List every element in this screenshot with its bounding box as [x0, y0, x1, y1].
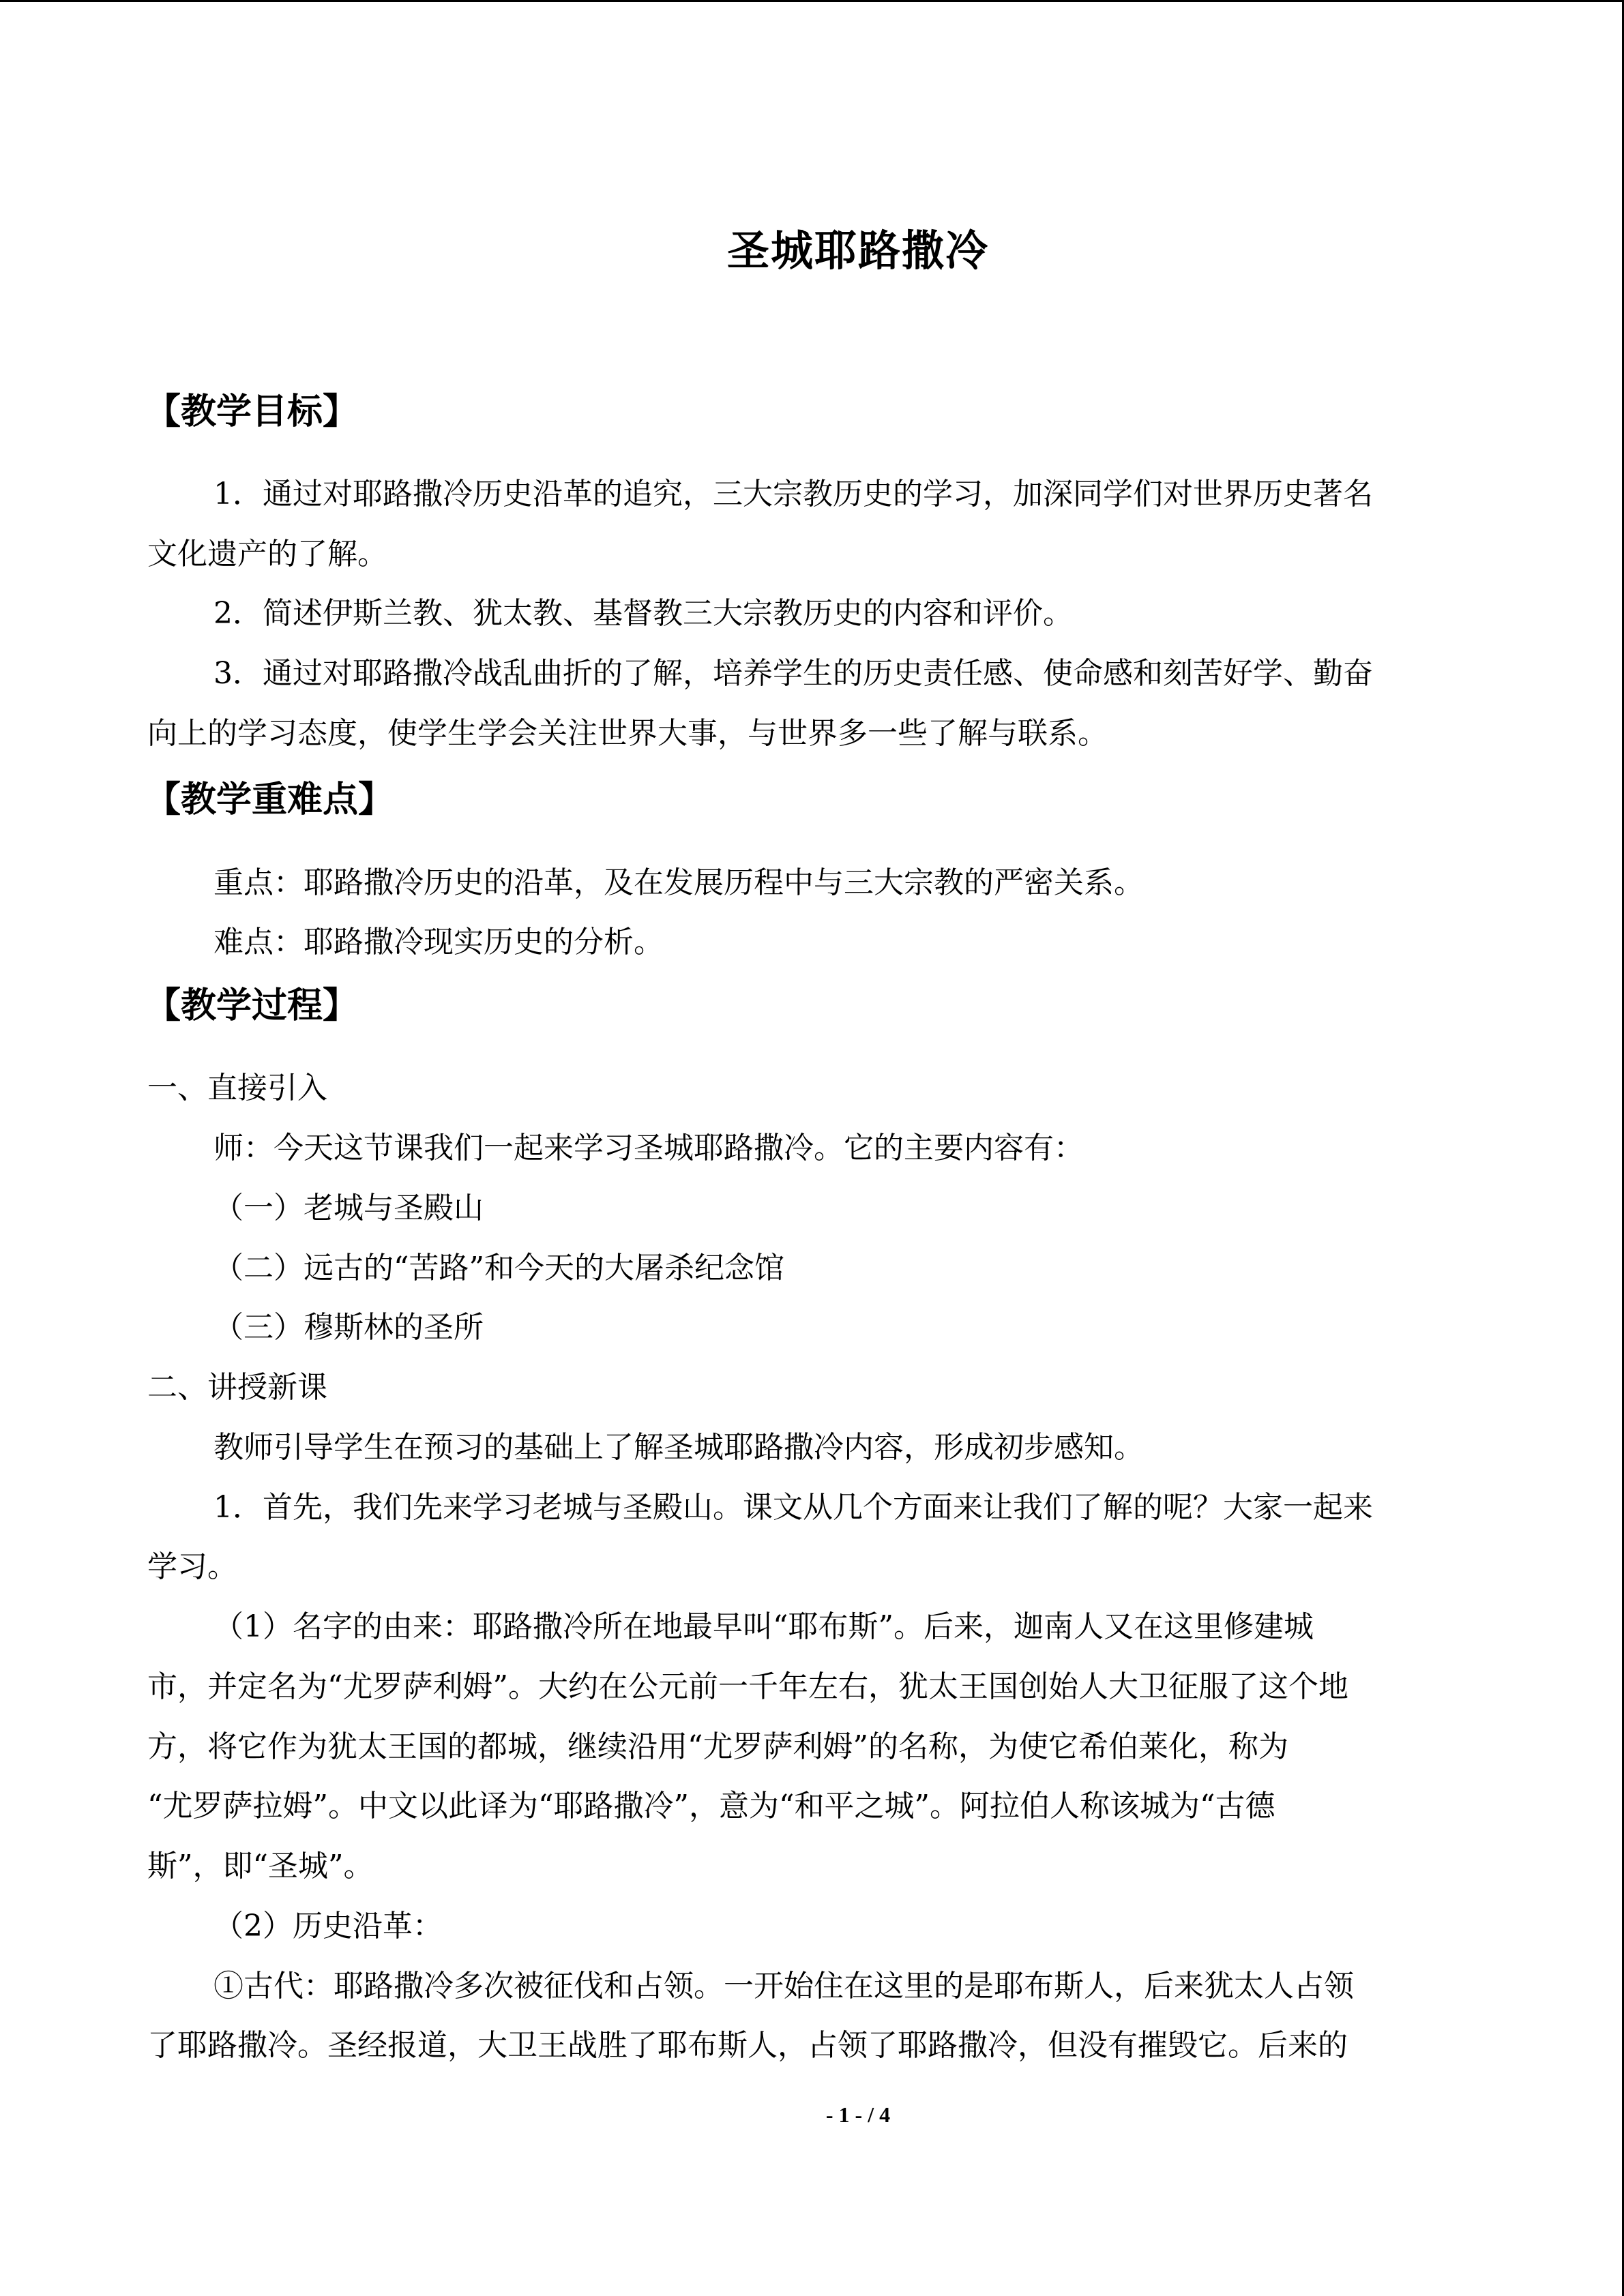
process-line-9: 学习。	[147, 1549, 237, 1584]
process-line-5: （三）穆斯林的圣所	[213, 1310, 484, 1345]
page-number: - 1 - / 4	[825, 2102, 891, 2127]
process-line-3: （一）老城与圣殿山	[213, 1191, 484, 1225]
heading-keypoints: 【教学重难点】	[145, 779, 394, 820]
process-line-14: 斯”，即“圣城”。	[147, 1849, 374, 1883]
process-line-6: 二、讲授新课	[147, 1370, 327, 1405]
objective-line-5: 向上的学习态度，使学生学会关注世界大事，与世界多一些了解与联系。	[147, 716, 1108, 751]
process-line-13: “尤罗萨拉姆”。中文以此译为“耶路撒冷”，意为“和平之城”。阿拉伯人称该城为“古德	[147, 1789, 1275, 1823]
process-line-15: （2）历史沿革：	[213, 1909, 443, 1943]
process-line-2: 师：今天这节课我们一起来学习圣城耶路撒冷。它的主要内容有：	[213, 1131, 1084, 1165]
heading-objectives: 【教学目标】	[145, 391, 359, 432]
process-line-12: 方，将它作为犹太王国的都城，继续沿用“尤罗萨利姆”的名称，为使它希伯莱化，称为	[147, 1729, 1288, 1764]
objective-line-4: 3．通过对耶路撒冷战乱曲折的了解，培养学生的历史责任感、使命感和刻苦好学、勤奋	[213, 656, 1373, 691]
process-line-1: 一、直接引入	[147, 1071, 327, 1105]
process-line-10: （1）名字的由来：耶路撒冷所在地最早叫“耶布斯”。后来，迦南人又在这里修建城	[213, 1609, 1314, 1644]
keypoint-line-1: 重点：耶路撒冷历史的沿革，及在发展历程中与三大宗教的严密关系。	[213, 865, 1144, 900]
process-line-8: 1．首先，我们先来学习老城与圣殿山。课文从几个方面来让我们了解的呢？大家一起来	[213, 1490, 1373, 1525]
process-line-17: 了耶路撒冷。圣经报道，大卫王战胜了耶布斯人，占领了耶路撒冷，但没有摧毁它。后来的	[147, 2028, 1348, 2063]
objective-line-1: 1．通过对耶路撒冷历史沿革的追究，三大宗教历史的学习，加深同学们对世界历史著名	[213, 477, 1373, 511]
objective-line-3: 2．简述伊斯兰教、犹太教、基督教三大宗教历史的内容和评价。	[213, 596, 1073, 631]
process-line-4: （二）远古的“苦路”和今天的大屠杀纪念馆	[213, 1251, 784, 1285]
objective-line-2: 文化遗产的了解。	[147, 537, 387, 571]
document-title: 圣城耶路撒冷	[726, 226, 989, 275]
process-line-16: ①古代：耶路撒冷多次被征伐和占领。一开始住在这里的是耶布斯人，后来犹太人占领	[213, 1969, 1354, 2003]
heading-process: 【教学过程】	[145, 985, 359, 1026]
process-line-7: 教师引导学生在预习的基础上了解圣城耶路撒冷内容，形成初步感知。	[213, 1430, 1144, 1465]
keypoint-line-2: 难点：耶路撒冷现实历史的分析。	[213, 925, 664, 959]
process-line-11: 市，并定名为“尤罗萨利姆”。大约在公元前一千年左右，犹太王国创始人大卫征服了这个地	[147, 1669, 1348, 1704]
